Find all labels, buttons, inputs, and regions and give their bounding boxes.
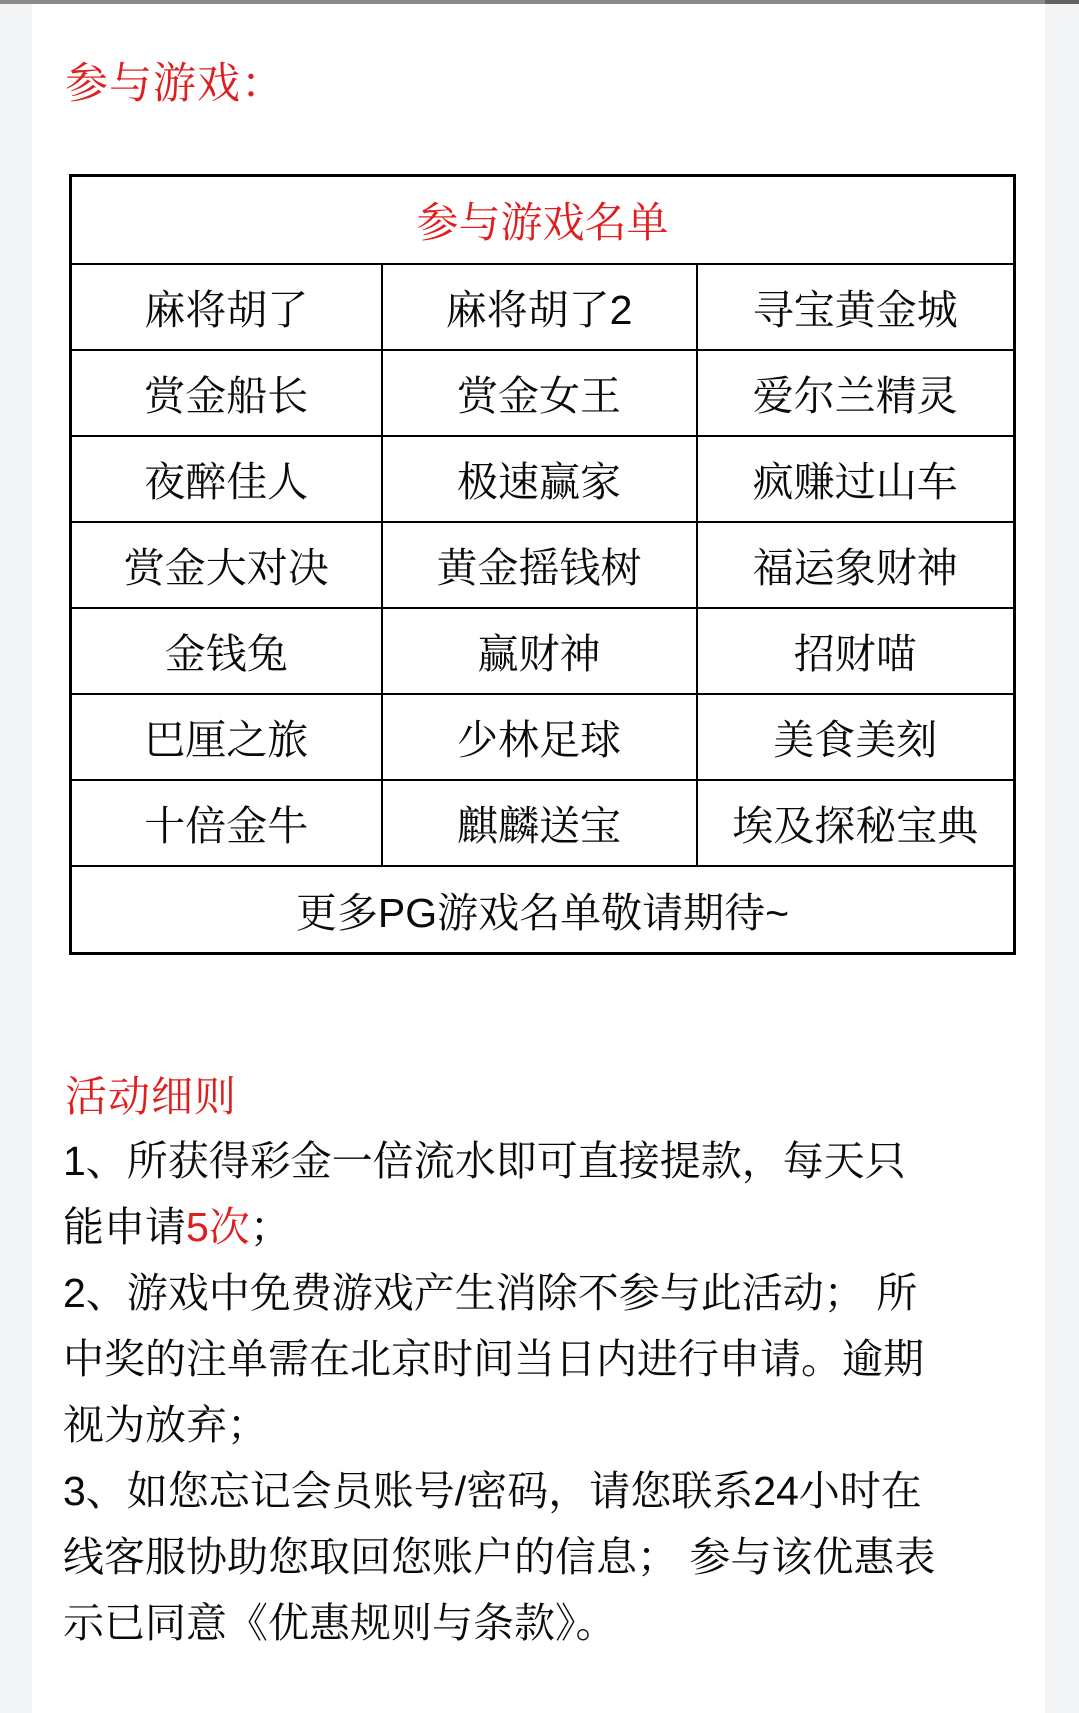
table-row — [71, 780, 1015, 866]
top-border-bar — [0, 0, 1079, 4]
table-row — [71, 522, 1015, 608]
rules-line — [63, 1524, 1023, 1590]
rules-line — [63, 1326, 1023, 1392]
game-name-cell: 赢财神 — [382, 608, 697, 694]
game-name-cell: 疯赚过山车 — [697, 436, 1015, 522]
table-row — [71, 264, 1015, 350]
game-name-cell: 麻将胡了 — [71, 264, 382, 350]
table-row — [71, 694, 1015, 780]
rules-line — [63, 1590, 1023, 1656]
rules-line — [63, 1260, 1023, 1326]
games-table — [69, 174, 1016, 955]
games-table-body — [71, 264, 1015, 866]
game-name-cell: 招财喵 — [697, 608, 1015, 694]
game-name-cell: 埃及探秘宝典 — [697, 780, 1015, 866]
rules-segment: 示已同意《优惠规则与条款》。 — [63, 1600, 617, 1646]
game-name-cell: 夜醉佳人 — [71, 436, 382, 522]
game-name-cell: 金钱兔 — [71, 608, 382, 694]
rules-segment: 3、如您忘记会员账号/密码，请您联系24小时在 — [63, 1468, 922, 1514]
game-name-cell: 少林足球 — [382, 694, 697, 780]
game-name-cell: 赏金船长 — [71, 350, 382, 436]
rules-segment: 能申请 — [63, 1204, 186, 1250]
page-title: 参与游戏： — [65, 60, 285, 108]
game-name-cell: 巴厘之旅 — [71, 694, 382, 780]
rules-line — [63, 1194, 1023, 1260]
rules-segment: 中奖的注单需在北京时间当日内进行申请。逾期 — [63, 1336, 924, 1382]
rules-segment: 线客服协助您取回您账户的信息； 参与该优惠表 — [63, 1534, 936, 1580]
right-gutter — [1045, 4, 1079, 1713]
rules-segment: ； — [249, 1204, 291, 1250]
rules-segment: 1、所获得彩金一倍流水即可直接提款，每天只 — [63, 1138, 906, 1184]
game-name-cell: 麻将胡了2 — [382, 264, 697, 350]
left-gutter — [0, 4, 32, 1713]
game-name-cell: 美食美刻 — [697, 694, 1015, 780]
game-name-cell: 黄金摇钱树 — [382, 522, 697, 608]
rules-line — [63, 1392, 1023, 1458]
rules-line — [63, 1458, 1023, 1524]
game-name-cell: 赏金大对决 — [71, 522, 382, 608]
games-table-footer: 更多PG游戏名单敬请期待~ — [71, 866, 1015, 954]
game-name-cell: 麒麟送宝 — [382, 780, 697, 866]
table-row — [71, 350, 1015, 436]
games-table-title: 参与游戏名单 — [71, 176, 1015, 264]
game-name-cell: 极速赢家 — [382, 436, 697, 522]
rules-text — [63, 1128, 1023, 1656]
table-row — [71, 608, 1015, 694]
rules-segment: 视为放弃； — [63, 1402, 268, 1448]
rules-segment: 2、游戏中免费游戏产生消除不参与此活动； 所 — [63, 1270, 918, 1316]
game-name-cell: 爱尔兰精灵 — [697, 350, 1015, 436]
table-row — [71, 436, 1015, 522]
rules-heading: 活动细则 — [65, 1073, 238, 1120]
games-table-title-row — [71, 176, 1015, 264]
game-name-cell: 寻宝黄金城 — [697, 264, 1015, 350]
rules-highlight: 5次 — [186, 1204, 250, 1250]
game-name-cell: 赏金女王 — [382, 350, 697, 436]
rules-line — [63, 1128, 1023, 1194]
game-name-cell: 福运象财神 — [697, 522, 1015, 608]
games-table-footer-row — [71, 866, 1015, 954]
game-name-cell: 十倍金牛 — [71, 780, 382, 866]
